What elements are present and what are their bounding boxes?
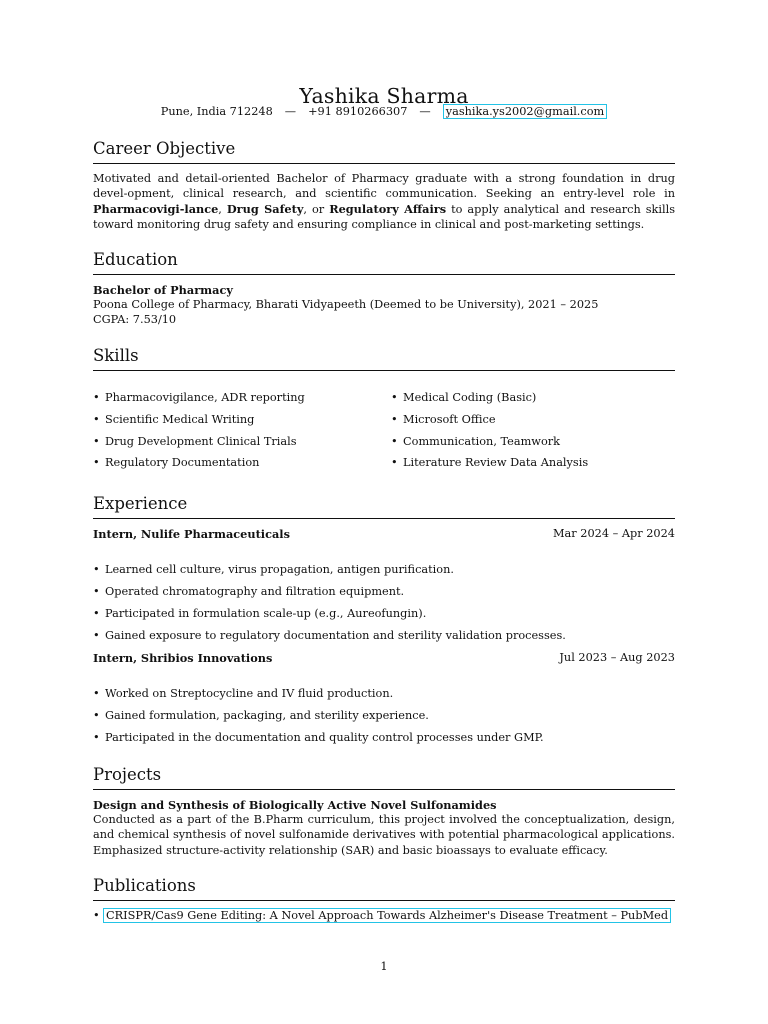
objective-paragraph: [93, 171, 675, 233]
job-bullet: [93, 607, 426, 620]
job-bullet-text: Gained formulation, packaging, and sterility experience.: [105, 709, 429, 722]
job-bullet-text: Operated chromatography and filtration equipment.: [105, 585, 405, 598]
page-number: 1: [380, 960, 388, 973]
section-title-skills: Skills: [93, 346, 139, 365]
bullet: •: [391, 413, 398, 426]
location-text: Pune, India 712248: [160, 105, 273, 118]
section-rule: [93, 900, 675, 901]
bullet: •: [93, 687, 100, 700]
education-cgpa: CGPA: 7.53/10: [93, 313, 177, 326]
section-rule: [93, 518, 675, 519]
bullet: •: [93, 629, 100, 642]
bullet: •: [93, 709, 100, 722]
section-rule: [93, 274, 675, 275]
email-link[interactable]: yashika.ys2002@gmail.com: [443, 104, 608, 119]
job-bullet: [93, 731, 544, 744]
job-bullet-text: Participated in the documentation and quality control processes under GMP.: [105, 731, 544, 744]
contact-line: [93, 105, 675, 118]
job-bullet-text: Worked on Streptocycline and IV fluid production.: [105, 687, 394, 700]
bullet: •: [93, 413, 100, 426]
section-title-publications: Publications: [93, 876, 196, 895]
job-bullet-text: Participated in formulation scale-up (e.g., Aureofungin).: [105, 607, 427, 620]
bullet: •: [93, 585, 100, 598]
project-title: Design and Synthesis of Biologically Active Novel Sulfonamides: [93, 798, 497, 812]
bullet: •: [93, 391, 100, 404]
section-rule: [93, 163, 675, 164]
skill-text: Scientific Medical Writing: [105, 413, 255, 426]
bullet: •: [93, 456, 100, 469]
section-title-career-objective: Career Objective: [93, 139, 236, 158]
job-bullet: [93, 629, 566, 642]
education-degree: Bachelor of Pharmacy: [93, 283, 233, 297]
candidate-name: Yashika Sharma: [299, 84, 469, 108]
skill-text: Pharmacovigilance, ADR reporting: [105, 391, 305, 404]
publication-item: [93, 909, 671, 922]
bullet: •: [391, 391, 398, 404]
section-title-education: Education: [93, 250, 178, 269]
bullet: •: [93, 909, 100, 922]
objective-keyword: Pharmacovigi-lance: [93, 201, 219, 216]
job-bullet: [93, 687, 393, 700]
section-rule: [93, 370, 675, 371]
job-bullet: [93, 585, 404, 598]
bullet: •: [391, 435, 398, 448]
skill-item: [391, 413, 496, 426]
skill-item: [391, 435, 560, 448]
skill-text: Literature Review Data Analysis: [403, 456, 589, 469]
publication-link[interactable]: CRISPR/Cas9 Gene Editing: A Novel Approach Towards Alzheimer's Disease Treatment – PubMed: [103, 908, 671, 923]
section-title-experience: Experience: [93, 494, 188, 513]
skill-text: Regulatory Documentation: [105, 456, 260, 469]
bullet: •: [93, 607, 100, 620]
job-bullet-text: Gained exposure to regulatory documentation and sterility validation processes.: [105, 629, 566, 642]
skill-text: Drug Development Clinical Trials: [105, 435, 297, 448]
job-bullet: [93, 709, 429, 722]
phone-text: +91 8910266307: [308, 105, 408, 118]
skill-item: [93, 456, 259, 469]
skill-text: Communication, Teamwork: [403, 435, 561, 448]
objective-keyword: Drug Safety: [226, 201, 304, 216]
skill-text: Medical Coding (Basic): [403, 391, 537, 404]
section-title-projects: Projects: [93, 765, 162, 784]
job-dates: Jul 2023 – Aug 2023: [559, 651, 675, 664]
objective-text: , or: [303, 202, 330, 216]
project-description: Conducted as a part of the B.Pharm curriculum, this project involved the conceptualization, design, and chemical synthesis of novel sulfonamide derivatives with potential pharmacological applications. Emphasized structure-activity relationship (SAR) and basic bioassays to evaluate efficacy.: [93, 813, 675, 857]
skill-item: [391, 456, 588, 469]
skill-item: [93, 435, 297, 448]
job-dates: Mar 2024 – Apr 2024: [552, 527, 675, 540]
job-bullet-text: Learned cell culture, virus propagation, antigen purification.: [105, 563, 454, 576]
objective-text: Motivated and detail-oriented Bachelor of Pharmacy graduate with a strong foundation in drug devel-opment, clinical research, and scientific communication. Seeking an entry-level role in: [93, 172, 675, 201]
separator: —: [419, 105, 431, 118]
skill-text: Microsoft Office: [403, 413, 496, 426]
skill-item: [93, 391, 305, 404]
section-rule: [93, 789, 675, 790]
objective-text: to apply analytical and research skills toward monitoring drug safety and ensuring compliance in clinical and post-marketing settings.: [93, 202, 675, 232]
education-institution: Poona College of Pharmacy, Bharati Vidyapeeth (Deemed to be University), 2021 – 2025: [93, 298, 599, 311]
bullet: •: [391, 456, 398, 469]
objective-keyword: Regulatory Affairs: [329, 201, 447, 216]
separator: —: [284, 105, 297, 118]
objective-text: ,: [218, 202, 227, 216]
bullet: •: [93, 435, 100, 448]
skill-item: [391, 391, 536, 404]
bullet: •: [93, 731, 100, 744]
bullet: •: [93, 563, 100, 576]
job-bullet: [93, 563, 454, 576]
skill-item: [93, 413, 254, 426]
job-title: Intern, Shribios Innovations: [93, 651, 273, 665]
job-title: Intern, Nulife Pharmaceuticals: [93, 527, 290, 541]
